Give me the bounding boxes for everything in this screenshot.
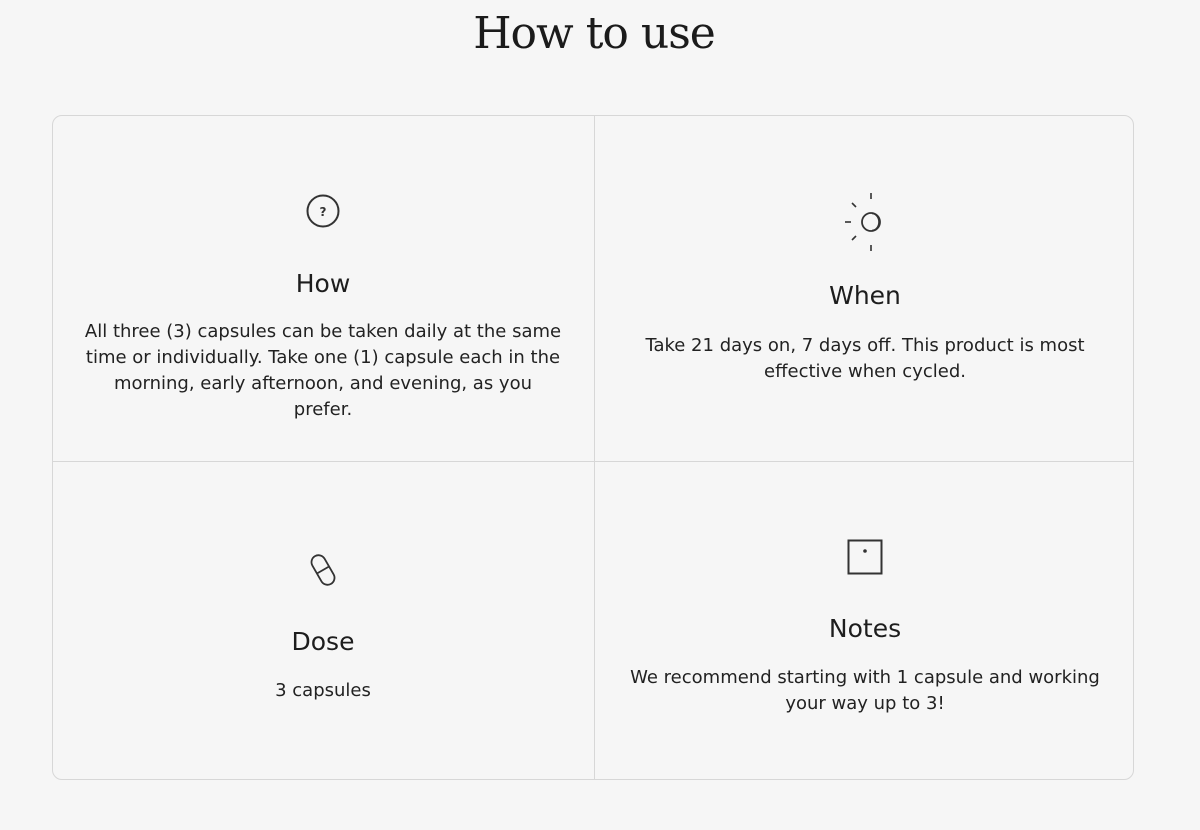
notes-card (595, 462, 1134, 780)
when-title: When (829, 281, 901, 310)
question-circle-icon (306, 194, 340, 233)
note-square-icon (847, 539, 883, 580)
how-title: How (295, 269, 351, 298)
svg-text:?: ? (319, 205, 327, 219)
how-text: All three (3) capsules can be taken daily at the same time or individually. Take one (1) capsule each in the morning, early afternoon, and evening, as you prefer. (84, 321, 562, 420)
page-title: How to use (473, 8, 715, 59)
when-card (595, 116, 1134, 461)
how-to-use-grid (52, 115, 1134, 780)
dose-card (53, 462, 593, 780)
dose-title: Dose (291, 627, 355, 656)
how-card (53, 116, 593, 461)
capsule-icon (310, 550, 336, 595)
when-text: Take 21 days on, 7 days off. This product is most effective when cycled. (645, 335, 1085, 382)
notes-text: We recommend starting with 1 capsule and working your way up to 3! (630, 667, 1100, 714)
sun-moon-icon (841, 190, 889, 257)
notes-title: Notes (828, 614, 902, 643)
dose-text: 3 capsules (275, 680, 371, 701)
